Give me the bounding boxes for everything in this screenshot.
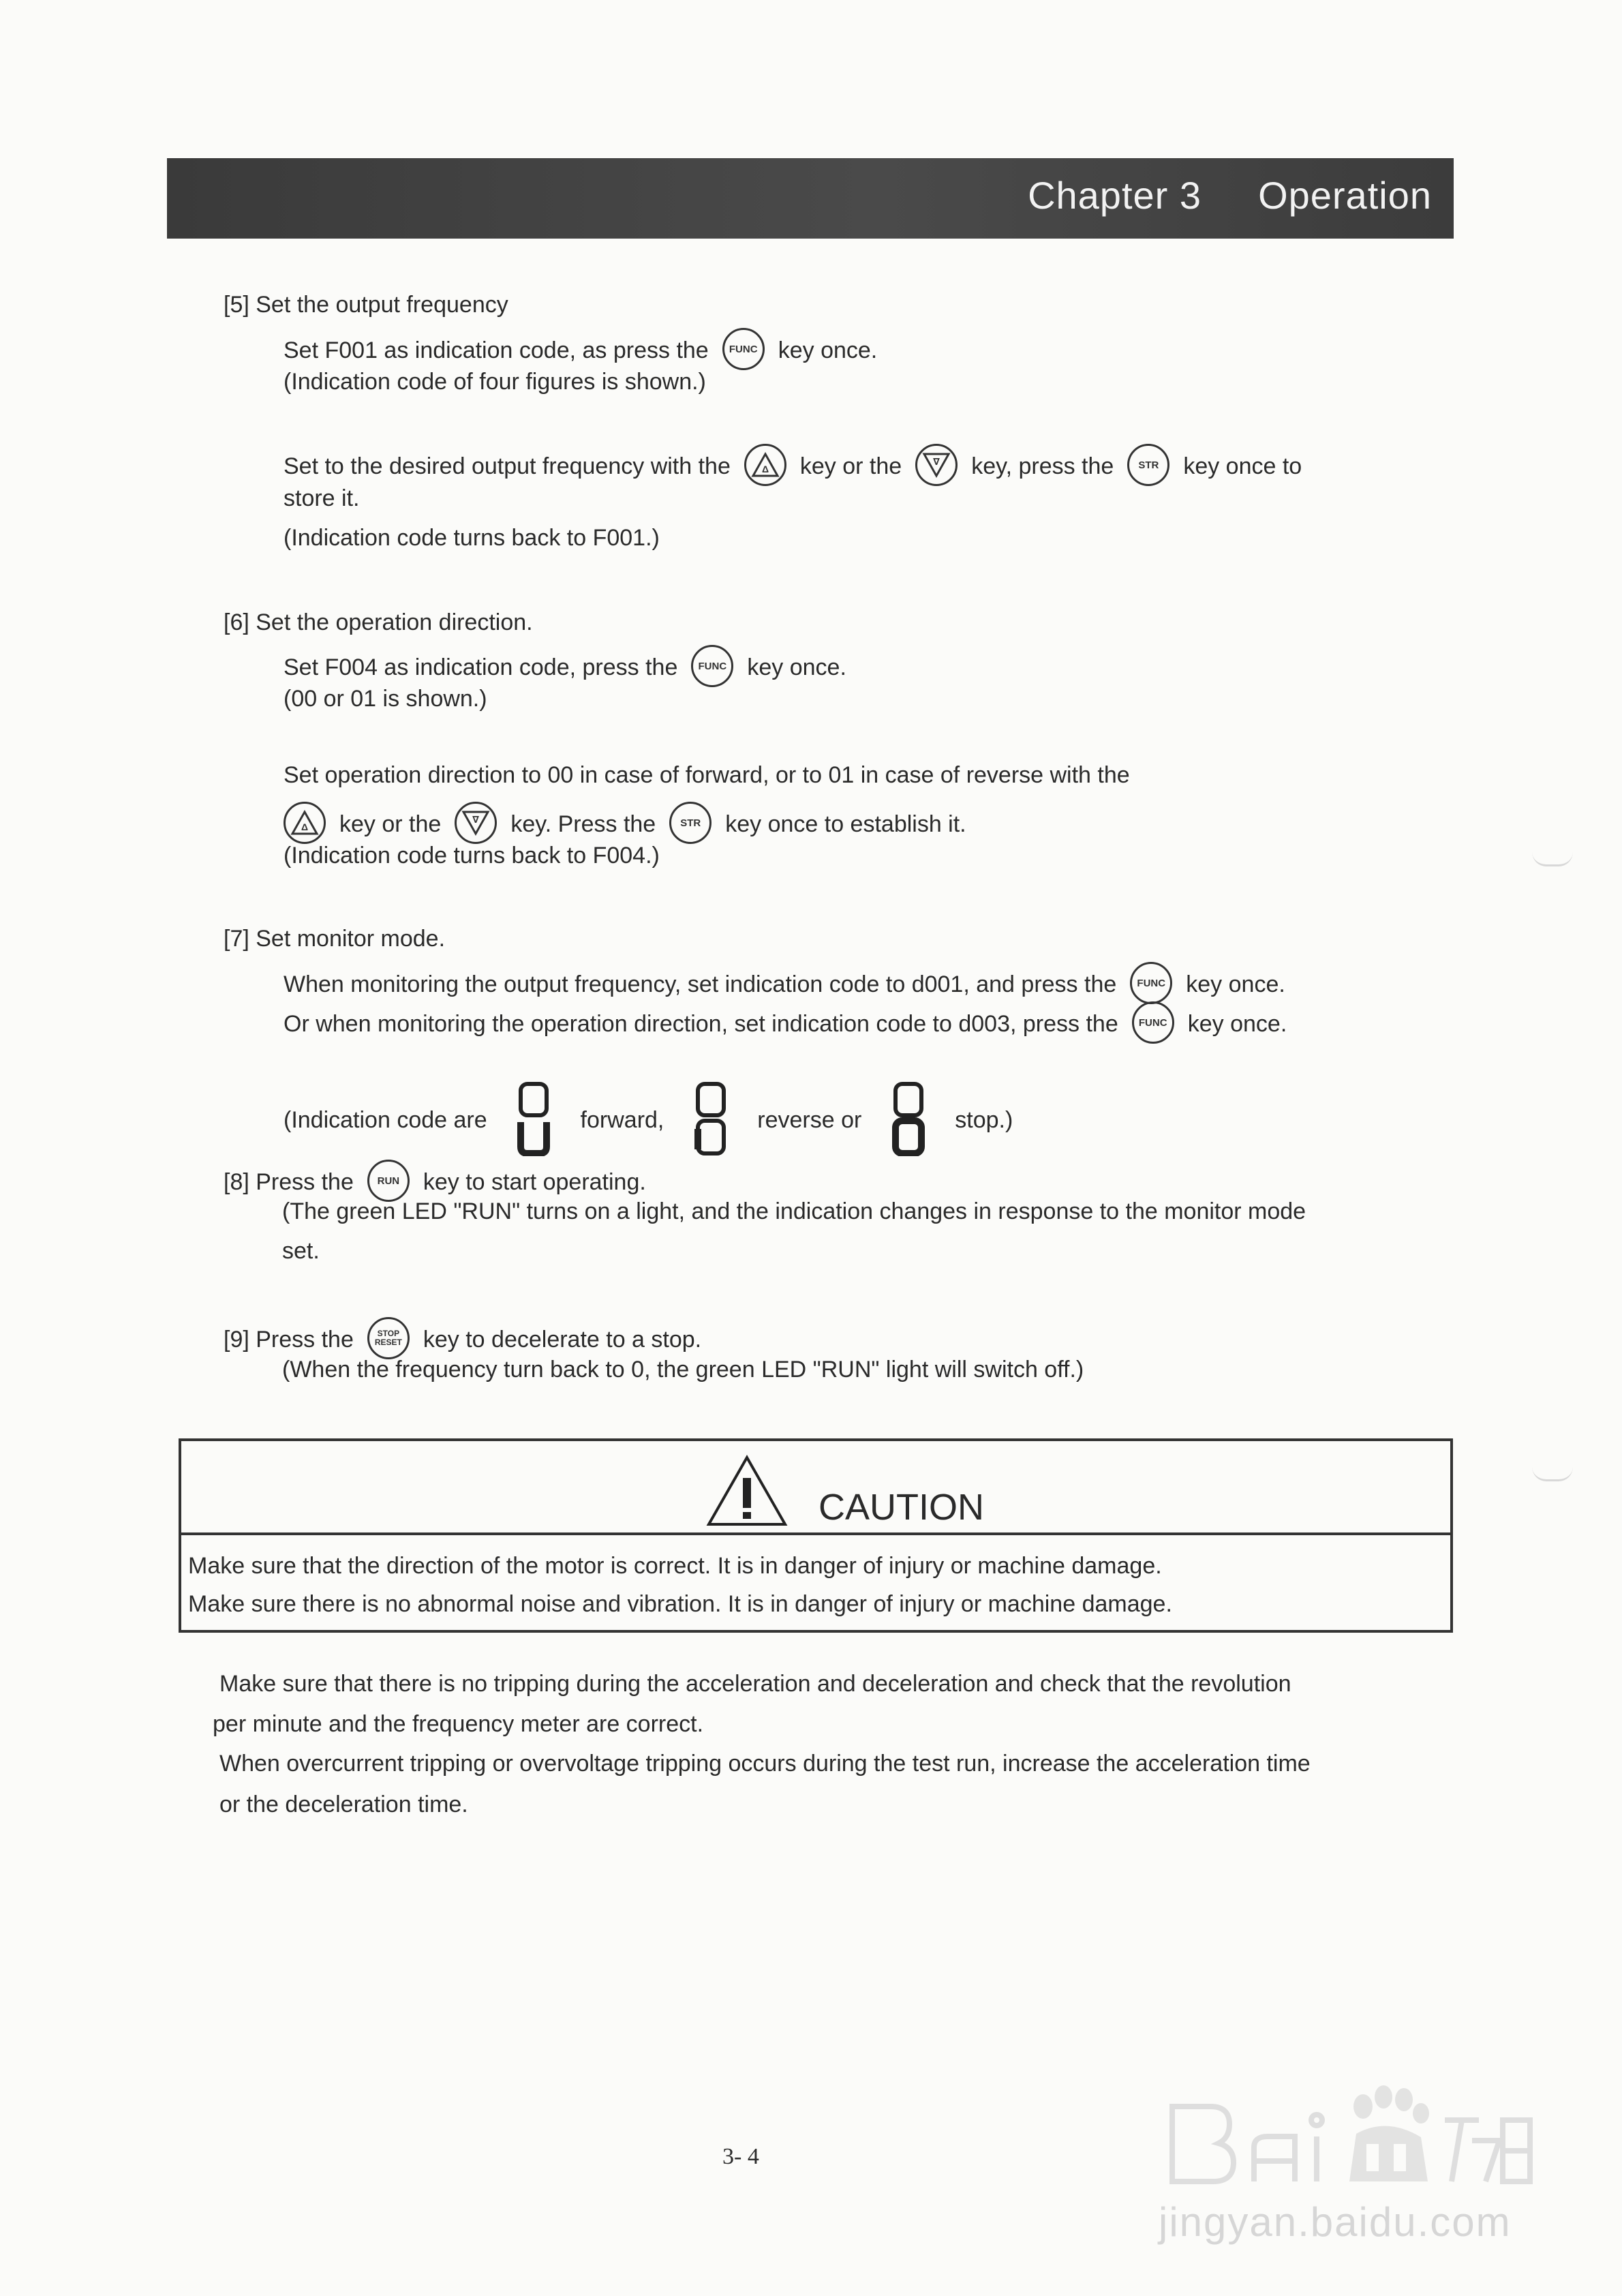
svg-text:Δ: Δ bbox=[761, 464, 769, 474]
down-key-icon bbox=[455, 802, 497, 844]
note-line2: per minute and the frequency meter are correct. bbox=[213, 1711, 704, 1737]
step7-line1: When monitoring the output frequency, set indication code to d001, and press the FUNC key once. bbox=[284, 965, 1285, 1007]
step9-line2: (When the frequency turn back to 0, the green LED "RUN" light will switch off.) bbox=[282, 1357, 1084, 1383]
caution-header bbox=[181, 1441, 1450, 1535]
func-key-icon: FUNC bbox=[691, 645, 733, 687]
down-key-icon bbox=[915, 444, 958, 486]
seven-segment-reverse-icon bbox=[691, 1081, 731, 1156]
step6-line4: Δ key or the ∇ key. Press the STR key once to establish it. bbox=[270, 804, 966, 847]
note-line3: When overcurrent tripping or overvoltage tripping occurs during the test run, increase the acceleration time bbox=[219, 1751, 1311, 1777]
step7-line3: (Indication code are forward, reverse or stop.) bbox=[284, 1084, 1013, 1159]
str-key-icon: STR bbox=[1127, 444, 1169, 486]
up-key-icon bbox=[744, 444, 786, 486]
step5-line4: store it. bbox=[284, 485, 360, 511]
page-number: 3- 4 bbox=[722, 2144, 759, 2169]
step8-line3: set. bbox=[282, 1238, 320, 1264]
str-key-icon: STR bbox=[669, 802, 711, 844]
caution-title: CAUTION bbox=[818, 1487, 984, 1528]
step7-title: [7] Set monitor mode. bbox=[224, 926, 446, 952]
scan-mark bbox=[1532, 852, 1573, 866]
scan-mark bbox=[1532, 1467, 1573, 1481]
warning-triangle-icon bbox=[706, 1455, 788, 1527]
run-key-icon: RUN bbox=[367, 1160, 410, 1202]
chapter-header-bar bbox=[167, 158, 1454, 239]
caution-line2: Make sure there is no abnormal noise and vibration. It is in danger of injury or machine damage. bbox=[188, 1591, 1172, 1617]
note-line1: Make sure that there is no tripping during the acceleration and deceleration and check that the revolution bbox=[219, 1671, 1291, 1697]
step8-line2: (The green LED "RUN" turns on a light, and the indication changes in response to the monitor mode bbox=[282, 1198, 1306, 1224]
caution-box bbox=[179, 1438, 1453, 1633]
func-key-icon: FUNC bbox=[1130, 962, 1172, 1004]
caution-line1: Make sure that the direction of the motor is correct. It is in danger of injury or machine damage. bbox=[188, 1553, 1162, 1579]
step6-line1: Set F004 as indication code, press the FUNC key once. bbox=[284, 648, 846, 690]
step8-line1: [8] Press the RUN key to start operating. bbox=[224, 1162, 646, 1205]
step6-line3: Set operation direction to 00 in case of forward, or to 01 in case of reverse with the bbox=[284, 762, 1130, 788]
chapter-label: Chapter 3 bbox=[1028, 174, 1202, 217]
step5-line3: Set to the desired output frequency with the Δ key or the ∇ key, press the STR key once to bbox=[284, 447, 1302, 489]
seven-segment-forward-icon bbox=[514, 1081, 553, 1156]
svg-text:∇: ∇ bbox=[472, 814, 480, 825]
step5-line1: Set F001 as indication code, as press the FUNC key once. bbox=[284, 331, 877, 373]
step6-line5: (Indication code turns back to F004.) bbox=[284, 843, 660, 868]
note-line4: or the deceleration time. bbox=[219, 1792, 468, 1817]
func-key-icon: FUNC bbox=[722, 328, 765, 370]
stop-reset-key-icon: STOP RESET bbox=[367, 1317, 410, 1359]
baidu-watermark-logo bbox=[1159, 2079, 1540, 2202]
step7-line2: Or when monitoring the operation direction, set indication code to d003, press the FUNC key once. bbox=[284, 1004, 1287, 1046]
step5-line2: (Indication code of four figures is shown.) bbox=[284, 369, 706, 395]
svg-text:Δ: Δ bbox=[301, 821, 309, 832]
func-key-icon: FUNC bbox=[1132, 1001, 1174, 1044]
svg-text:∇: ∇ bbox=[933, 456, 940, 467]
watermark-domain: jingyan.baidu.com bbox=[1159, 2199, 1512, 2245]
section-label: Operation bbox=[1258, 174, 1432, 217]
step5-line5: (Indication code turns back to F001.) bbox=[284, 525, 660, 551]
step5-title: [5] Set the output frequency bbox=[224, 292, 508, 318]
seven-segment-stop-icon bbox=[889, 1081, 928, 1156]
step9-line1: [9] Press the STOP RESET key to decelerate to a stop. bbox=[224, 1320, 701, 1362]
step6-title: [6] Set the operation direction. bbox=[224, 609, 533, 635]
step6-line2: (00 or 01 is shown.) bbox=[284, 686, 487, 712]
up-key-icon bbox=[284, 802, 326, 844]
